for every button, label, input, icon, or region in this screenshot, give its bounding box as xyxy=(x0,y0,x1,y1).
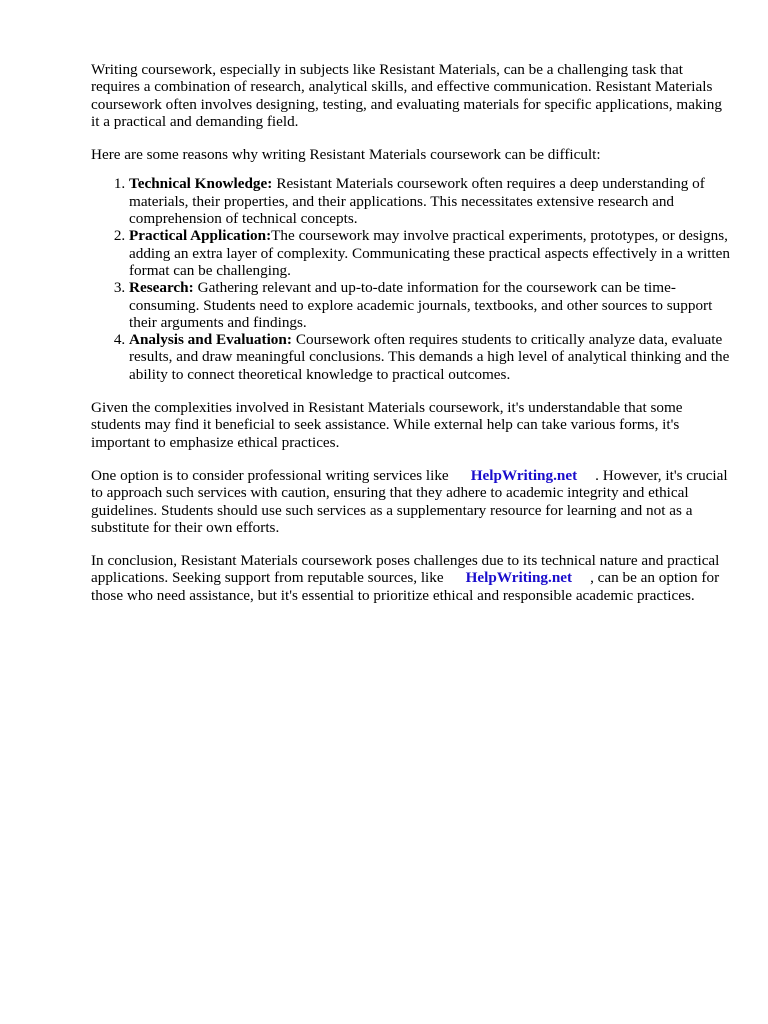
list-item xyxy=(129,279,731,331)
option-text-before: One option is to consider professional writing services like xyxy=(91,466,449,484)
document-page xyxy=(91,61,731,620)
conclusion-text-before: In conclusion, Resistant Materials coursework poses challenges due to its technical nature and practical applications. Seeking support from reputable sources, like xyxy=(91,552,720,587)
option-text-after: . However, it's crucial to approach such services with caution, ensuring that they adhere to academic integrity and ethical guidelines. Students should use such services as a supplementary resource for learning and not as a substitute for their own efforts. xyxy=(91,466,728,536)
conclusion-paragraph xyxy=(91,552,731,604)
reason-text: The coursework may involve practical experiments, prototypes, or designs, adding an extra layer of complexity. Communicating these practical aspects effectively in a written format can be challenging. xyxy=(129,227,730,279)
complexities-paragraph: Given the complexities involved in Resistant Materials coursework, it's understandable that some students may find it beneficial to seek assistance. While external help can take various forms, it's important to emphasize ethical practices. xyxy=(91,399,683,451)
list-item xyxy=(129,175,731,227)
reason-text: Coursework often requires students to critically analyze data, evaluate results, and draw meaningful conclusions. This demands a high level of analytical thinking and the ability to connect theoretical knowledge to practical outcomes. xyxy=(129,331,730,383)
reasons-intro: Here are some reasons why writing Resistant Materials coursework can be difficult: xyxy=(91,146,601,164)
reason-title: Analysis and Evaluation: xyxy=(129,331,292,349)
list-item xyxy=(129,331,731,383)
conclusion-text-after: , can be an option for those who need assistance, but it's essential to prioritize ethical and responsible academic practices. xyxy=(91,569,720,604)
list-item xyxy=(129,227,731,279)
reason-title: Technical Knowledge: xyxy=(129,175,273,193)
option-paragraph xyxy=(91,467,731,536)
helpwriting-link[interactable]: HelpWriting.net xyxy=(465,569,573,587)
helpwriting-link[interactable]: HelpWriting.net xyxy=(470,466,578,484)
reason-title: Practical Application: xyxy=(129,227,272,245)
reasons-list xyxy=(91,175,731,383)
reason-text: Gathering relevant and up-to-date information for the coursework can be time-consuming. Students need to explore academic journals, textbooks, and other sources to support their arguments and findings. xyxy=(129,279,713,331)
reason-text: Resistant Materials coursework often requires a deep understanding of materials, their properties, and their applications. This necessitates extensive research and comprehension of technical concepts. xyxy=(129,175,705,228)
intro-paragraph: Writing coursework, especially in subjects like Resistant Materials, can be a challenging task that requires a combination of research, analytical skills, and effective communication. Resistant Materials coursework often involves designing, testing, and evaluating materials for specific applications, making it a practical and demanding field. xyxy=(91,61,722,130)
reason-title: Research: xyxy=(129,279,194,297)
